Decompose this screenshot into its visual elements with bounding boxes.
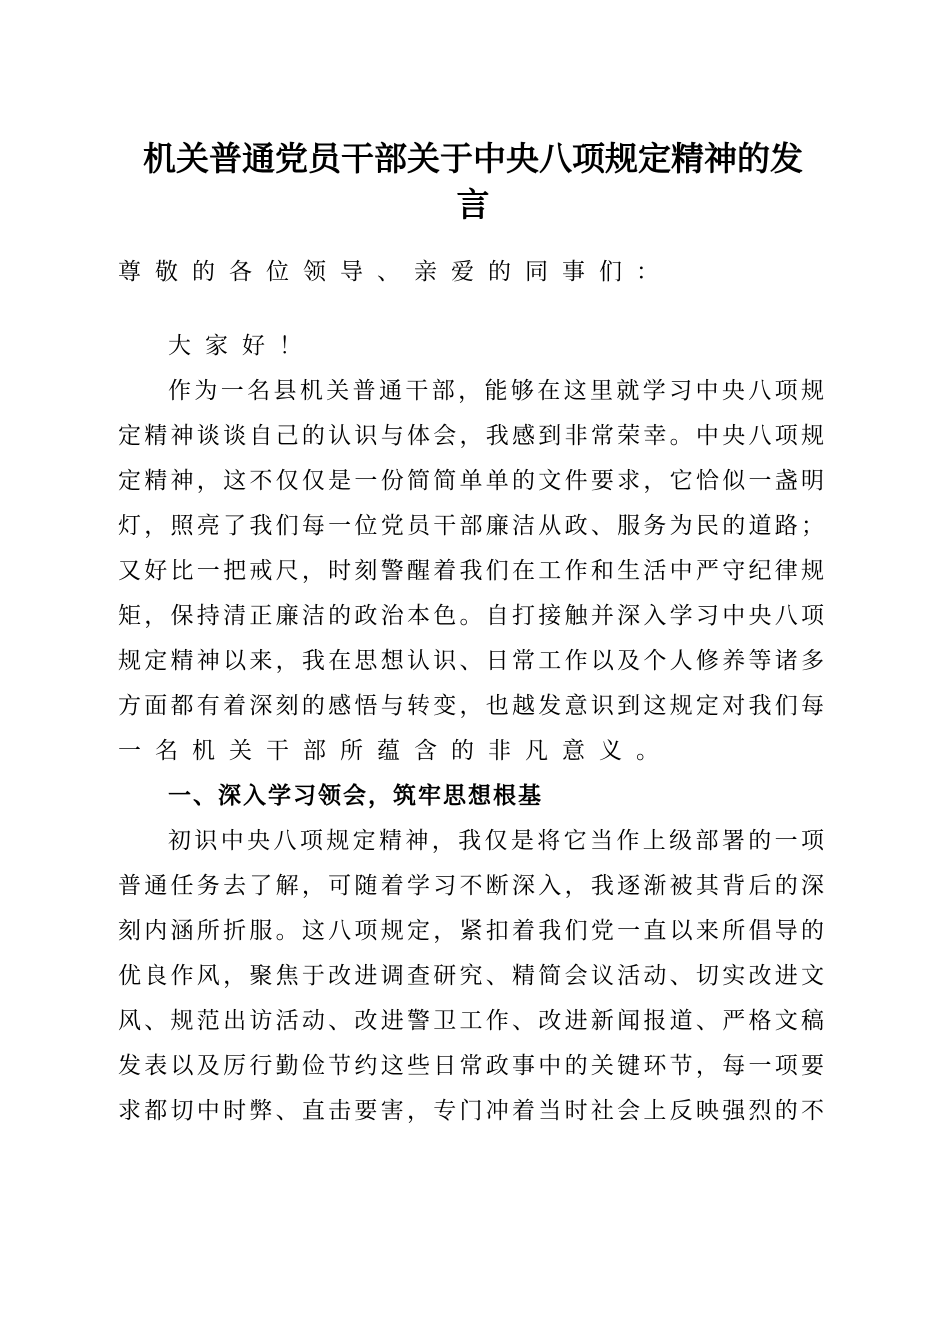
section-heading: 一、深入学习领会，筑牢思想根基 xyxy=(168,783,543,809)
paragraph-line: 矩，保持清正廉洁的政治本色。自打接触并深入学习中央八项 xyxy=(118,603,824,629)
paragraph-line: 发表以及厉行勤俭节约这些日常政事中的关键环节，每一项要 xyxy=(118,1053,824,1079)
paragraph-line: 优良作风，聚焦于改进调查研究、精简会议活动、切实改进文 xyxy=(118,963,824,989)
paragraph-line: 求都切中时弊、直击要害，专门冲着当时社会上反映强烈的不 xyxy=(118,1098,824,1124)
paragraph-line: 普通任务去了解，可随着学习不断深入，我逐渐被其背后的深 xyxy=(118,873,824,899)
paragraph-line: 方面都有着深刻的感悟与转变，也越发意识到这规定对我们每 xyxy=(118,693,824,719)
paragraph-line: 初识中央八项规定精神，我仅是将它当作上级部署的一项 xyxy=(168,828,824,854)
paragraph-line: 作为一名县机关普通干部，能够在这里就学习中央八项规 xyxy=(168,378,824,404)
greeting: 大家好！ xyxy=(168,333,316,359)
paragraph-line: 一名机关干部所蕴含的非凡意义。 xyxy=(118,738,673,764)
title-line: 机关普通党员干部关于中央八项规定精神的发 xyxy=(143,139,803,178)
salutation: 尊敬的各位领导、亲爱的同事们： xyxy=(118,259,673,285)
document-body xyxy=(118,250,824,1134)
paragraph-intro xyxy=(118,369,824,774)
document-title xyxy=(98,136,848,228)
paragraph-line: 刻内涵所折服。这八项规定，紧扣着我们党一直以来所倡导的 xyxy=(118,918,824,944)
paragraph-line: 定精神，这不仅仅是一份简简单单的文件要求，它恰似一盏明 xyxy=(118,468,824,494)
paragraph-section1 xyxy=(118,819,824,1134)
paragraph-line: 风、规范出访活动、改进警卫工作、改进新闻报道、严格文稿 xyxy=(118,1008,824,1034)
title-line: 言 xyxy=(456,185,490,224)
paragraph-line: 又好比一把戒尺，时刻警醒着我们在工作和生活中严守纪律规 xyxy=(118,558,824,584)
paragraph-line: 灯，照亮了我们每一位党员干部廉洁从政、服务为民的道路； xyxy=(118,513,824,539)
paragraph-line: 规定精神以来，我在思想认识、日常工作以及个人修养等诸多 xyxy=(118,648,824,674)
paragraph-line: 定精神谈谈自己的认识与体会，我感到非常荣幸。中央八项规 xyxy=(118,423,824,449)
